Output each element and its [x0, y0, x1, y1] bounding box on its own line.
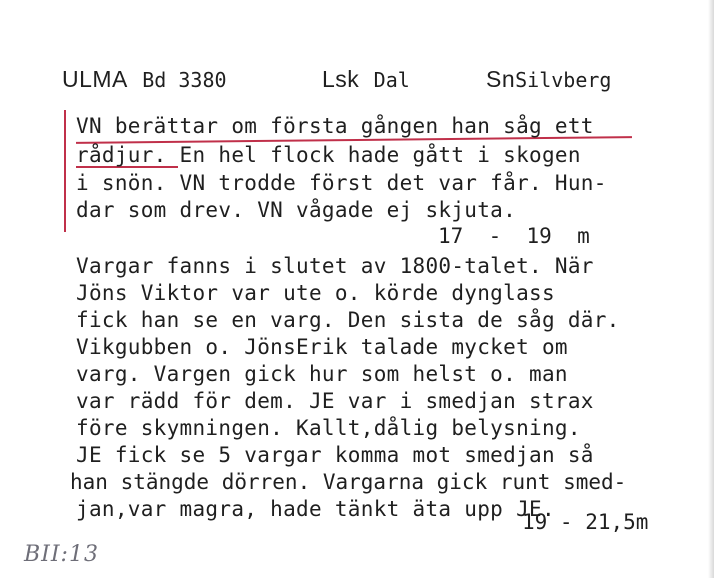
socken-header: [486, 66, 611, 93]
socken-label: Sn: [486, 66, 516, 92]
text-line: dar som drev. VN vågade ej skjuta.: [76, 198, 517, 222]
archive-header: [62, 66, 227, 93]
text-line: Jöns Viktor var ute o. körde dynglass: [76, 281, 555, 305]
archive-number: Bd 3380: [142, 68, 227, 92]
landskap-header: [322, 66, 410, 93]
archive-name: ULMA: [62, 66, 128, 92]
text-line: Vargar fanns i slutet av 1800-talet. När: [76, 254, 594, 278]
text-line: före skymningen. Kallt,dålig belysning.: [76, 416, 581, 440]
text-line: rådjur. En hel flock hade gått i skogen: [76, 143, 581, 167]
text-line: varg. Vargen gick hur som helst o. man: [76, 362, 568, 386]
scan-edge: [708, 0, 714, 578]
entry-1-range: 17 - 19 m: [438, 224, 590, 248]
card-signature: BII:13: [24, 542, 99, 567]
text-line: Vikgubben o. JönsErik talade mycket om: [76, 335, 568, 359]
landskap-value: Dal: [373, 68, 410, 92]
text-line: i snön. VN trodde först det var får. Hun-: [76, 171, 607, 195]
text-line: VN berättar om första gången han såg ett: [76, 114, 594, 138]
text-line: fick han se en varg. Den sista de såg där.: [76, 308, 620, 332]
text-line: var rädd för dem. JE var i smedjan strax: [76, 389, 594, 413]
text-line: JE fick se 5 vargar komma mot smedjan så: [76, 443, 594, 467]
landskap-label: Lsk: [322, 66, 360, 92]
text-line: han stängde dörren. Vargarna gick runt smed-: [70, 470, 627, 494]
text-line: jan,var magra, hade tänkt äta upp JE.: [76, 497, 555, 521]
socken-value: Silvberg: [515, 68, 612, 92]
margin-mark: [64, 110, 66, 232]
entry-2-range: 19 - 21,5m: [522, 510, 649, 534]
